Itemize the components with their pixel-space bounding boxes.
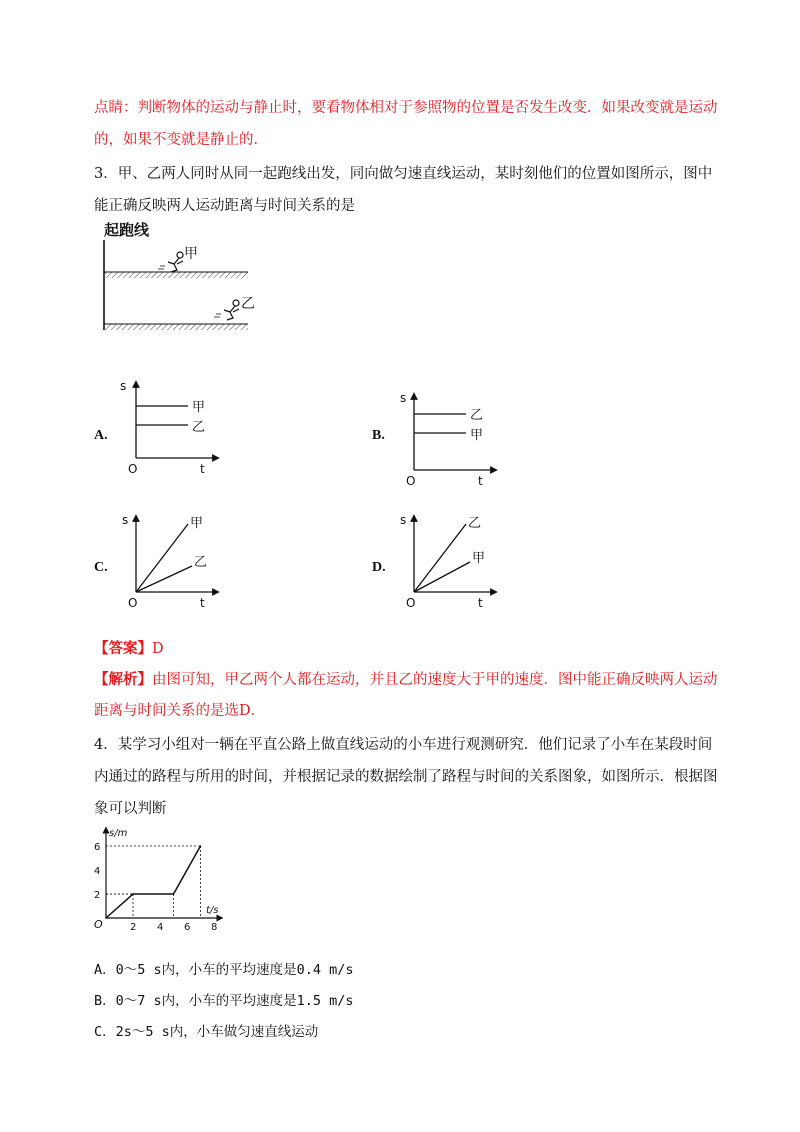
data-point: [132, 893, 134, 895]
y-tick-label: 4: [94, 866, 101, 877]
x-axis-label: t: [478, 596, 483, 610]
answer-tag: 【答案】: [94, 640, 152, 657]
origin-label: O: [128, 462, 138, 476]
x-tick-label: 6: [184, 922, 191, 932]
option-c-label: C.: [94, 560, 108, 575]
q3-stem-line-1: 3．甲、乙两人同时从同一起跑线出发，同向做匀速直线运动，某时刻他们的位置如图所示，图中: [94, 166, 713, 182]
option-a-label: A.: [94, 428, 108, 443]
x-axis-label: t: [200, 596, 205, 610]
y-tick-label: 6: [94, 842, 101, 853]
option-b-graph: [396, 388, 506, 488]
answer-line: [94, 639, 164, 659]
q4-option-b: B．0～7 s内，小车的平均速度是1.5 m/s: [94, 993, 354, 1009]
x-axis-label: t/s: [206, 905, 219, 916]
line-upper: [136, 524, 188, 592]
lane-divider: [104, 272, 248, 278]
origin-label: O: [128, 596, 138, 610]
data-point: [173, 893, 175, 895]
data-point: [200, 845, 202, 847]
q4-stem-line-1: 4．某学习小组对一辆在平直公路上做直线运动的小车进行观测研究．他们记录了小车在某段时间: [94, 737, 713, 753]
upper-line-label: 甲: [190, 516, 204, 531]
track-figure: [98, 218, 278, 343]
runner-b-label: 乙: [241, 296, 255, 312]
runner-icon: [214, 300, 239, 320]
y-axis-label: s: [122, 513, 129, 527]
upper-line-label: 乙: [468, 516, 482, 531]
lower-line-label: 乙: [194, 555, 208, 570]
upper-line-label: 甲: [192, 400, 206, 415]
y-axis-label: s: [400, 391, 407, 405]
hint-line-1: 点睛：判断物体的运动与静止时，要看物体相对于参照物的位置是否发生改变．如果改变就是运动: [94, 100, 718, 116]
hint-line-2: 的，如果不变就是静止的．: [94, 132, 268, 148]
analysis-tag: 【解析】: [94, 671, 152, 688]
q4-option-c: C．2s～5 s内，小车做匀速直线运动: [94, 1024, 319, 1040]
line-upper: [414, 524, 466, 592]
analysis-text: 由图可知，甲乙两个人都在运动，并且乙的速度大于甲的速度．图中能正确反映两人运动: [152, 672, 718, 688]
runner-icon: [158, 252, 183, 272]
y-axis-label: s: [400, 513, 407, 527]
x-tick-label: 8: [211, 922, 218, 932]
option-b-label: B.: [372, 428, 385, 443]
y-axis-label: s/m: [109, 828, 128, 839]
data-point: [105, 917, 107, 919]
x-tick-label: 4: [157, 922, 164, 932]
origin-label: O: [406, 596, 416, 610]
line-lower: [136, 566, 192, 592]
x-axis-label: t: [200, 462, 205, 476]
origin-label: O: [94, 918, 103, 931]
q4-option-a: A．0～5 s内，小车的平均速度是0.4 m/s: [94, 962, 354, 978]
answer-value: D: [152, 641, 164, 657]
q4-stem-line-3: 象可以判断: [94, 801, 167, 817]
option-d-graph: [396, 510, 506, 610]
upper-line-label: 乙: [470, 408, 484, 423]
x-axis-label: t: [478, 474, 483, 488]
series-line: [106, 846, 201, 918]
y-axis-label: s: [120, 379, 127, 393]
runner-a-label: 甲: [184, 246, 198, 262]
q4-stem-line-2: 内通过的路程与所用的时间，并根据记录的数据绘制了路程与时间的关系图象，如图所示．根据图: [94, 769, 718, 785]
line-lower: [414, 562, 470, 592]
option-c-graph: [118, 510, 228, 610]
lane-bottom: [104, 324, 248, 330]
st-chart: [86, 822, 256, 932]
start-line-label: 起跑线: [104, 221, 150, 239]
analysis-line-1: [94, 670, 718, 690]
lower-line-label: 甲: [472, 551, 486, 566]
x-tick-label: 2: [130, 922, 137, 932]
option-a-graph: [118, 376, 228, 476]
origin-label: O: [406, 474, 416, 488]
q3-stem-line-2: 能正确反映两人运动距离与时间关系的是: [94, 198, 355, 214]
option-d-label: D.: [372, 560, 386, 575]
analysis-line-2: 距离与时间关系的是选D．: [94, 703, 266, 719]
lower-line-label: 甲: [470, 428, 484, 443]
y-tick-label: 2: [94, 890, 101, 901]
lower-line-label: 乙: [192, 420, 206, 435]
